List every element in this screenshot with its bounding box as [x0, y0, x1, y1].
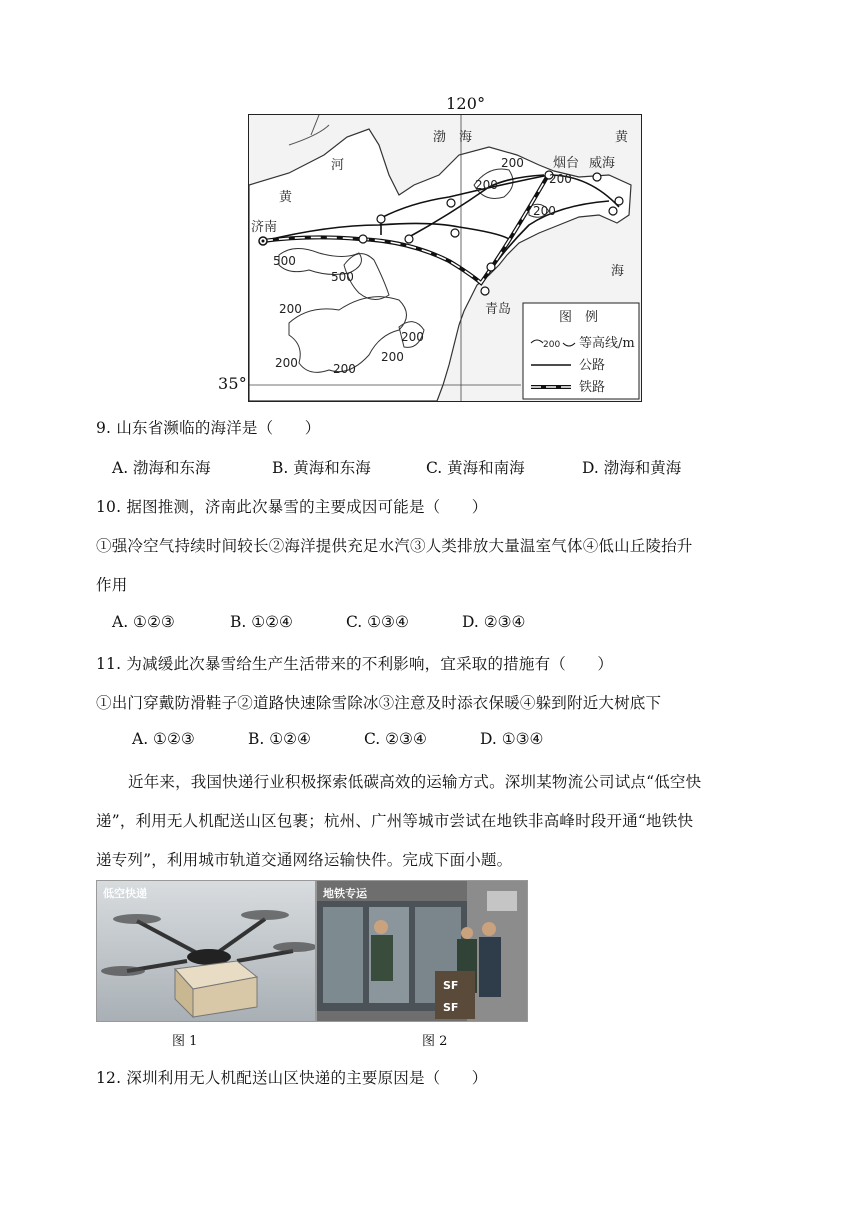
contour-label: 200 [549, 172, 572, 186]
passage-line-2: 递”，利用无人机配送山区包裹；杭州、广州等城市尝试在地铁非高峰时段开通“地铁快 [96, 812, 694, 830]
city-qingdao-dot [481, 287, 489, 295]
q9-option-d[interactable]: D. 渤海和黄海 [582, 459, 682, 477]
label-bohai: 渤 海 [433, 130, 473, 145]
question-10: 10. 据图推测，济南此次暴雪的主要成因可能是（ ） [96, 498, 488, 516]
city-weihai-dot [593, 173, 601, 181]
passage-line-1: 近年来，我国快递行业积极探索低碳高效的运输方式。深圳某物流公司试点“低空快 [128, 773, 702, 791]
label-yantai: 烟台 [553, 156, 580, 171]
question-9: 9. 山东省濒临的海洋是（ ） [96, 419, 321, 437]
longitude-label: 120° [446, 94, 486, 113]
legend-contour: 等高线/m [579, 336, 635, 351]
sf-logo-2: SF [443, 1001, 459, 1014]
legend-road: 公路 [579, 358, 606, 373]
shandong-map [248, 114, 642, 402]
q9-option-b[interactable]: B. 黄海和东海 [272, 459, 371, 477]
contour-label: 200 [333, 362, 356, 376]
label-huang-left: 黄 [279, 190, 293, 205]
label-weihai: 威海 [589, 156, 616, 171]
sf-logo-1: SF [443, 979, 459, 992]
city-node [451, 229, 459, 237]
city-node [405, 235, 413, 243]
city-node [447, 199, 455, 207]
fig1-title: 低空快递 [103, 887, 147, 900]
contour-label: 500 [273, 254, 296, 268]
contour-label: 200 [501, 156, 524, 170]
q10-statements: ①强冷空气持续时间较长②海洋提供充足水汽③人类排放大量温室气体④低山丘陵抬升 [96, 537, 693, 555]
q10-option-c[interactable]: C. ①③④ [346, 613, 409, 631]
q10-option-b[interactable]: B. ①②④ [230, 613, 293, 631]
q11-option-d[interactable]: D. ①③④ [480, 730, 544, 748]
contour-label: 200 [279, 302, 302, 316]
city-node [359, 235, 367, 243]
city-node [609, 207, 617, 215]
contour-label: 200 [275, 356, 298, 370]
contour-label: 200 [401, 330, 424, 344]
contour-label: 200 [381, 350, 404, 364]
label-jinan: 济南 [251, 220, 278, 235]
city-node [615, 197, 623, 205]
city-node [487, 263, 495, 271]
question-12: 12. 深圳利用无人机配送山区快递的主要原因是（ ） [96, 1069, 488, 1087]
q11-option-a[interactable]: A. ①②③ [132, 730, 195, 748]
label-he: 河 [331, 158, 345, 173]
subway-image [317, 881, 527, 1021]
q9-option-c[interactable]: C. 黄海和南海 [426, 459, 525, 477]
label-hai-right: 海 [611, 264, 625, 279]
city-node [377, 215, 385, 223]
figure-2-caption: 图 2 [422, 1034, 448, 1049]
fig2-title: 地铁专运 [323, 887, 367, 900]
figure-2-subway [316, 880, 528, 1022]
q10-option-d[interactable]: D. ②③④ [462, 613, 526, 631]
map-svg [249, 115, 641, 401]
q9-option-a[interactable]: A. 渤海和东海 [112, 459, 211, 477]
legend-title: 图 例 [559, 310, 599, 325]
label-huang-top: 黄 [615, 130, 629, 145]
q11-option-b[interactable]: B. ①②④ [248, 730, 311, 748]
yellow-river [289, 115, 329, 145]
contour-label: 200 [533, 204, 556, 218]
q10-option-a[interactable]: A. ①②③ [112, 613, 175, 631]
contour-label: 200 [475, 178, 498, 192]
q11-statements: ①出门穿戴防滑鞋子②道路快速除雪除冰③注意及时添衣保暖④躲到附近大树底下 [96, 694, 662, 712]
label-qingdao: 青岛 [485, 302, 512, 317]
contour-label: 500 [331, 270, 354, 284]
legend-rail: 铁路 [579, 380, 606, 395]
drone-image [97, 881, 315, 1021]
map-legend [523, 303, 639, 399]
question-11: 11. 为减缓此次暴雪给生产生活带来的不利影响，宜采取的措施有（ ） [96, 655, 614, 673]
figure-1-drone [96, 880, 316, 1022]
passage-line-3: 递专列”，利用城市轨道交通网络运输快件。完成下面小题。 [96, 851, 513, 869]
figure-1-caption: 图 1 [172, 1034, 198, 1049]
legend-contour-sample: 200 [543, 340, 561, 350]
q10-statements-cont: 作用 [96, 576, 128, 594]
latitude-label: 35° [218, 374, 247, 393]
q11-option-c[interactable]: C. ②③④ [364, 730, 427, 748]
